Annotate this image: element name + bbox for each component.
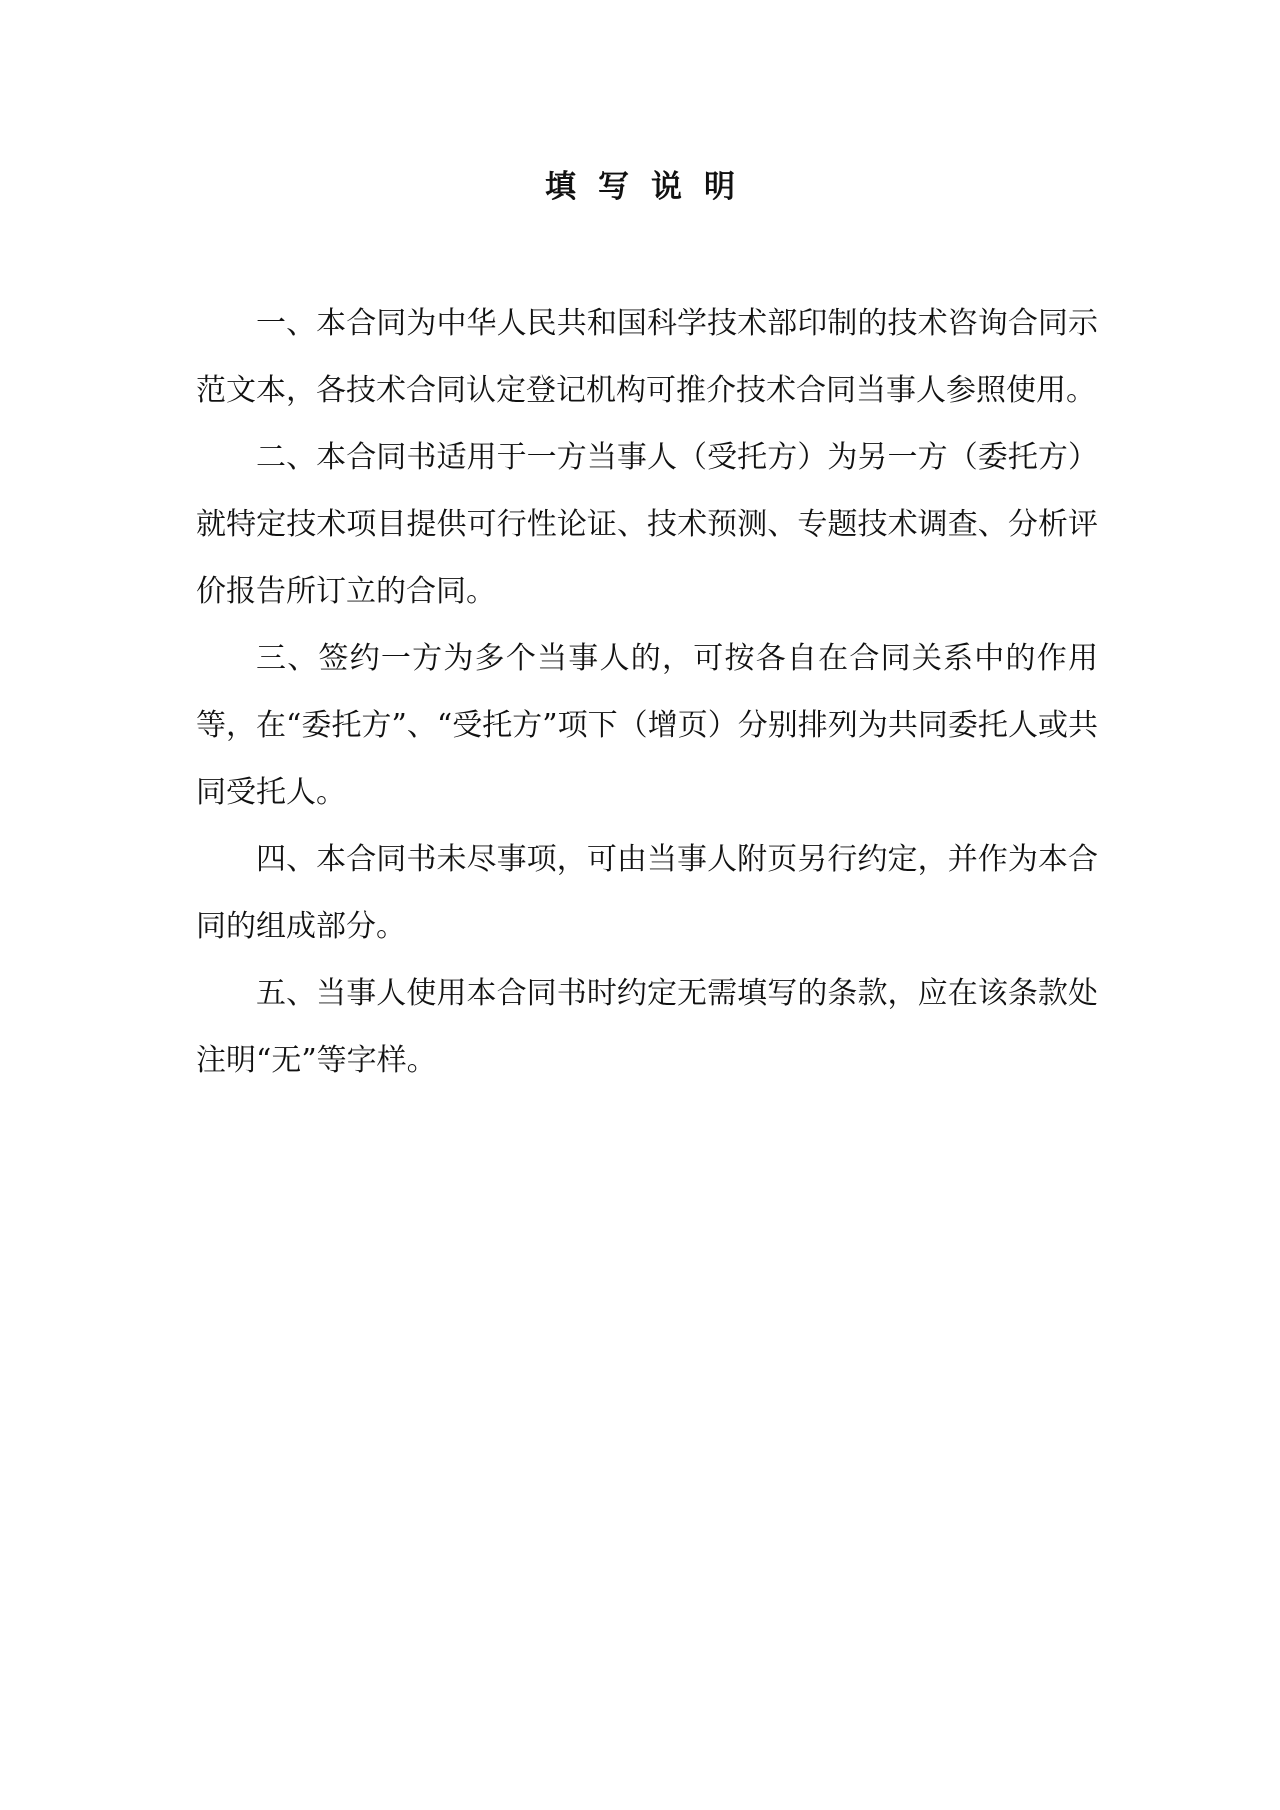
instructions-body — [196, 290, 1098, 1094]
instruction-paragraph-3: 三、签约一方为多个当事人的，可按各自在合同关系中的作用等，在“委托方”、“受托方”项下（增页）分别排列为共同委托人或共同受托人。 — [196, 641, 1098, 810]
instruction-paragraph-2: 二、本合同书适用于一方当事人（受托方）为另一方（委托方）就特定技术项目提供可行性论证、技术预测、专题技术调查、分析评价报告所订立的合同。 — [196, 440, 1098, 609]
instruction-paragraph-1: 一、本合同为中华人民共和国科学技术部印制的技术咨询合同示范文本，各技术合同认定登记机构可推介技术合同当事人参照使用。 — [196, 306, 1098, 408]
instruction-paragraph-4: 四、本合同书未尽事项，可由当事人附页另行约定，并作为本合同的组成部分。 — [196, 842, 1098, 944]
page-title: 填写说明 — [545, 169, 757, 205]
instruction-paragraph-5: 五、当事人使用本合同书时约定无需填写的条款，应在该条款处注明“无”等字样。 — [196, 976, 1098, 1078]
